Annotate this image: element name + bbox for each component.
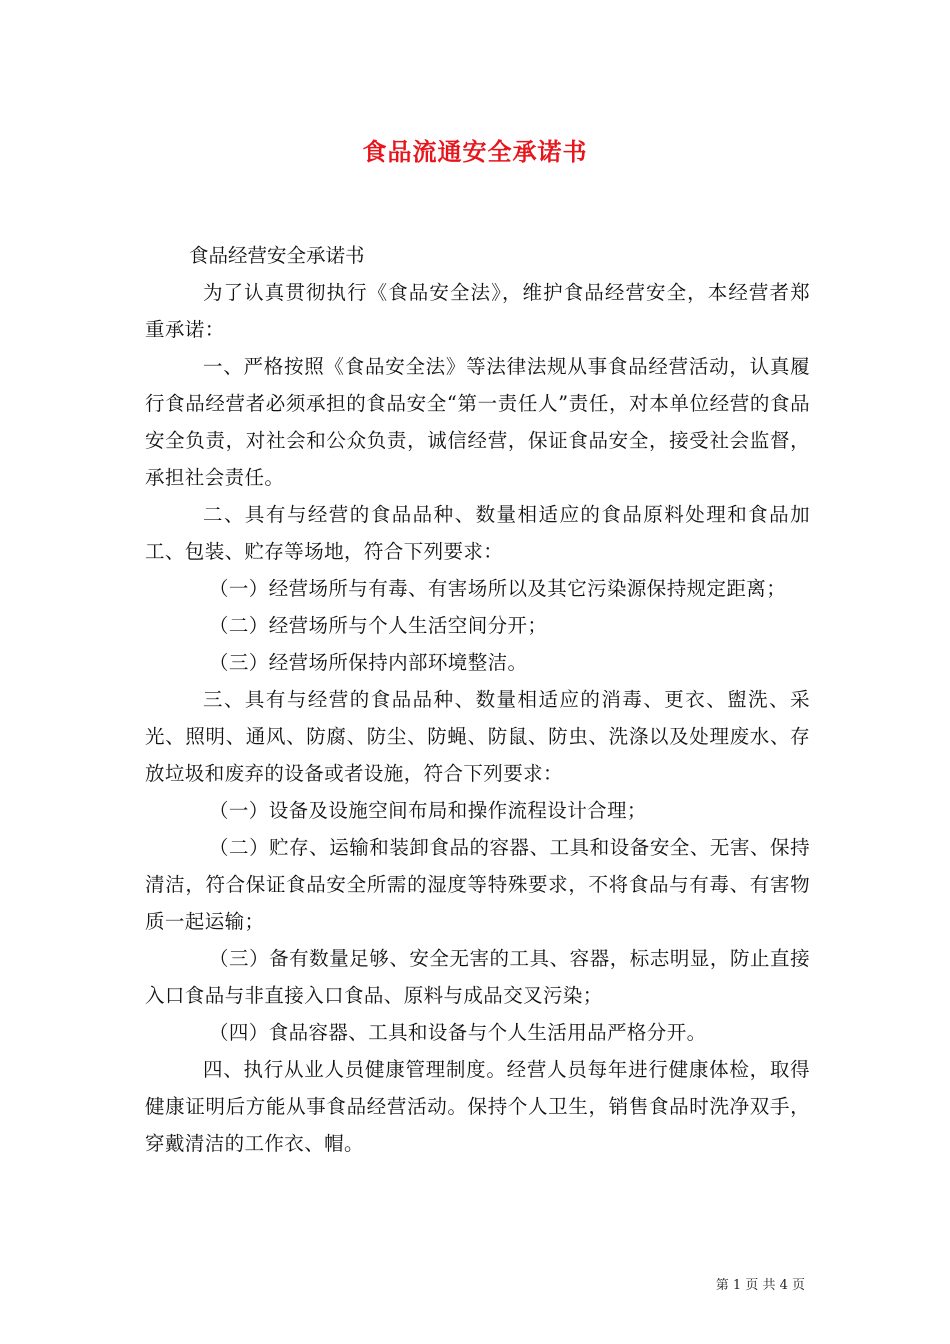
paragraph-3-item-2: （二）贮存、运输和装卸食品的容器、工具和设备安全、无害、保持清洁，符合保证食品安全所需的湿度等特殊要求，不将食品与有毒、有害物质一起运输； bbox=[145, 836, 810, 933]
page-number: 第 1 页 共 4 页 bbox=[715, 1278, 805, 1293]
paragraph-3-item-3: （三）备有数量足够、安全无害的工具、容器，标志明显，防止直接入口食品与非直接入口食品、原料与成品交叉污染； bbox=[145, 947, 810, 1007]
paragraph-1: 一、严格按照《食品安全法》等法律法规从事食品经营活动，认真履行食品经营者必须承担的食品安全“第一责任人”责任，对本单位经营的食品安全负责，对社会和公众负责，诚信经营，保证食品安全，接受社会监督，承担社会责任。 bbox=[145, 355, 810, 489]
paragraph-3: 三、具有与经营的食品品种、数量相适应的消毒、更衣、盥洗、采光、照明、通风、防腐、防尘、防蝇、防鼠、防虫、洗涤以及处理废水、存放垃圾和废弃的设备或者设施，符合下列要求： bbox=[145, 688, 810, 785]
page-title: 食品流通安全承诺书 bbox=[362, 137, 588, 166]
document-body bbox=[145, 238, 810, 1162]
paragraph-2-item-1: （一）经营场所与有毒、有害场所以及其它污染源保持规定距离； bbox=[209, 577, 787, 600]
document-heading: 食品经营安全承诺书 bbox=[189, 244, 365, 267]
paragraph-2-item-2: （二）经营场所与个人生活空间分开； bbox=[209, 614, 548, 637]
paragraph-intro: 为了认真贯彻执行《食品安全法》，维护食品经营安全，本经营者郑重承诺： bbox=[145, 281, 810, 341]
paragraph-3-item-1: （一）设备及设施空间布局和操作流程设计合理； bbox=[209, 799, 647, 822]
paragraph-4: 四、执行从业人员健康管理制度。经营人员每年进行健康体检，取得健康证明后方能从事食品经营活动。保持个人卫生，销售食品时洗净双手，穿戴清洁的工作衣、帽。 bbox=[145, 1058, 810, 1155]
paragraph-3-item-4: （四）食品容器、工具和设备与个人生活用品严格分开。 bbox=[209, 1021, 707, 1044]
paragraph-2-item-3: （三）经营场所保持内部环境整洁。 bbox=[209, 651, 528, 674]
paragraph-2: 二、具有与经营的食品品种、数量相适应的食品原料处理和食品加工、包装、贮存等场地，符合下列要求： bbox=[145, 503, 810, 563]
